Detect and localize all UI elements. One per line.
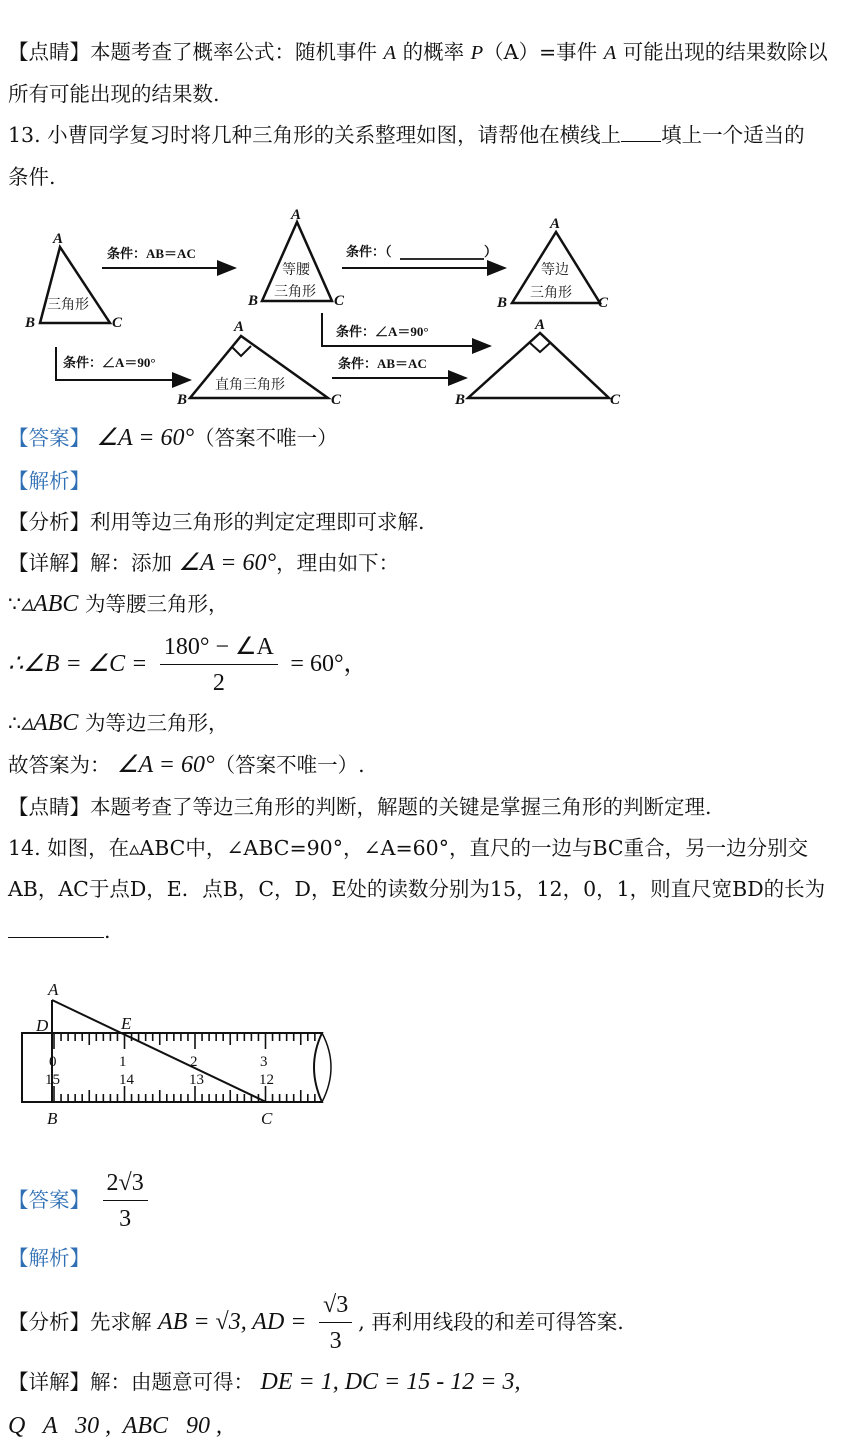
comment-text: （A） (483, 40, 539, 64)
answer-note: （答案不唯一） (194, 426, 338, 450)
vertex-c: C (598, 295, 609, 311)
point-label: C (261, 1109, 273, 1128)
xiangjie-text: ，理由如下： (276, 551, 400, 575)
vertex-c: C (610, 392, 621, 408)
triangle-label: 等腰 (282, 263, 310, 278)
ruler-number: 14 (119, 1072, 134, 1088)
math-expression: ∠A = 60° (117, 752, 215, 778)
step-text: 为等边三角形， (84, 711, 229, 735)
ruler-number: 15 (45, 1072, 60, 1088)
q13-line2: 条件. (8, 165, 56, 189)
vertex-a: A (550, 216, 561, 232)
vertex-a: A (291, 207, 302, 223)
q13-step2 (8, 632, 368, 696)
math-expression: ∠A = 60° (178, 550, 277, 576)
fenxi-tag: 【分析】 (8, 1310, 90, 1334)
q13-analysis-tag: 【解析】 (8, 469, 90, 493)
triangle-right-isosceles (468, 333, 609, 398)
q13-text: 13. 小曹同学复习时将几种三角形的关系整理如图，请帮他在横线上 (8, 123, 622, 147)
vertex-a: A (535, 317, 546, 333)
q14-line2: AB，AC于点D，E．点B，C，D，E处的读数分别为15，12，0，1，则直尺宽BD的长为 (8, 877, 826, 901)
point-label: D (36, 1016, 49, 1035)
triangle-label: 三角形 (274, 285, 316, 300)
comment-text: =事件 (538, 40, 598, 64)
ruler-number: 1 (119, 1054, 127, 1070)
fraction (160, 632, 278, 699)
math-expression: AB = √3, AD = (158, 1309, 307, 1335)
prev-comment-line2: 所有可能出现的结果数. (8, 82, 220, 106)
step-text: 故答案为： (8, 753, 111, 777)
q13-dianjing (8, 793, 712, 821)
fenxi-text: 先求解 (90, 1310, 152, 1334)
fraction-numerator: 2√3 (103, 1168, 148, 1201)
q13-line1 (8, 121, 805, 149)
condition-label: 条件：AB＝AC (107, 246, 196, 261)
dianjing-text: 本题考查了等边三角形的判断，解题的关键是掌握三角形的判断定理. (90, 795, 712, 819)
dianjing-tag: 【点睛】 (8, 795, 90, 819)
triangle-label: 三角形 (530, 286, 572, 301)
q14-answer (8, 1168, 154, 1232)
q13-text: 填上一个适当的 (661, 123, 805, 147)
q14-text: . (104, 919, 111, 943)
vertex-b: B (177, 392, 188, 408)
xiangjie-tag: 【详解】 (8, 1370, 90, 1394)
vertex-a: A (53, 231, 64, 247)
point-label: B (47, 1109, 58, 1128)
triangle-label: 直角三角形 (215, 378, 285, 393)
vertex-b: B (248, 293, 259, 309)
q13-step4 (8, 751, 365, 779)
fraction-numerator: √3 (319, 1290, 352, 1323)
point-label: A (48, 980, 59, 999)
math-expression: DE = 1, DC = 15 - 12 = 3, (260, 1369, 521, 1395)
xiangjie-text: 解：添加 (90, 551, 172, 575)
vertex-c: C (334, 293, 345, 309)
condition-label: ） (484, 244, 498, 259)
condition-label: 条件：∠A＝90° (336, 324, 429, 339)
fenxi-tag: 【分析】 (8, 510, 90, 534)
fraction (319, 1290, 352, 1357)
triangle-label: 三角形 (47, 298, 89, 313)
ruler-number: 13 (189, 1072, 204, 1088)
comment-text: 可能出现的结果数除以 (622, 40, 828, 64)
ruler-number: 12 (259, 1072, 274, 1088)
q14-line1: 14. 如图，在▵ABC中，∠ABC=90°，∠A=60°，直尺的一边与BC重合，另一边分别交 (8, 836, 809, 860)
condition-label: 条件：∠A＝90° (63, 355, 156, 370)
vertex-c: C (112, 315, 123, 331)
math-expression: ▵ABC (21, 591, 79, 617)
q14-last-line: Q A 30 , ABC 90 , (8, 1413, 223, 1439)
fraction-denominator: 2 (212, 670, 225, 696)
answer-blank (621, 123, 661, 142)
q14-analysis-tag: 【解析】 (8, 1246, 90, 1270)
ruler-number: 0 (49, 1054, 57, 1070)
fraction (103, 1168, 148, 1235)
ruler-figure (0, 970, 345, 1135)
q13-step3 (8, 709, 228, 737)
xiangjie-tag: 【详解】 (8, 551, 90, 575)
vertex-a: A (234, 319, 245, 335)
vertex-b: B (455, 392, 466, 408)
xiangjie-text: 解：由题意可得： (90, 1370, 254, 1394)
condition-label: 条件：AB＝AC (338, 356, 427, 371)
comment-text: 本题考查了概率公式：随机事件 (90, 40, 377, 64)
step-text: 为等腰三角形， (84, 592, 229, 616)
vertex-b: B (25, 315, 36, 331)
fraction-denominator: 3 (119, 1206, 132, 1232)
ruler-ticks (54, 1033, 315, 1102)
q13-step1 (8, 590, 228, 618)
ruler (22, 1033, 322, 1102)
vertex-c: C (331, 392, 342, 408)
fenxi-text: 利用等边三角形的判定定理即可求解. (90, 510, 425, 534)
comment-tag: 【点睛】 (8, 40, 90, 64)
q13-fenxi (8, 508, 425, 536)
q13-xiangjie (8, 549, 399, 577)
ruler-number: 2 (190, 1054, 198, 1070)
prev-comment-line1 (8, 38, 828, 67)
answer-tag: 【答案】 (8, 426, 90, 450)
q13-answer (8, 424, 338, 452)
math-expression: = 60°， (290, 651, 368, 677)
answer-note: （答案不唯一）. (214, 753, 365, 777)
var-p: P (470, 42, 484, 64)
fenxi-text: , 再利用线段的和差可得答案. (358, 1310, 624, 1334)
answer-value: ∠A = 60° (96, 425, 195, 451)
math-expression: ∴∠B = ∠C = (8, 651, 148, 677)
answer-tag: 【答案】 (8, 1188, 90, 1212)
vertex-b: B (497, 295, 508, 311)
q14-line3 (8, 917, 111, 945)
answer-blank (8, 919, 104, 938)
var-a: A (383, 42, 397, 64)
because-symbol: ∵ (8, 592, 22, 616)
comment-text: 的概率 (402, 40, 465, 64)
fraction-denominator: 3 (329, 1328, 342, 1354)
var-a: A (603, 42, 617, 64)
q14-xiangjie (8, 1368, 520, 1396)
point-label: E (121, 1014, 132, 1033)
ruler-number: 3 (260, 1054, 268, 1070)
therefore-symbol: ∴ (8, 711, 22, 735)
condition-label: 条件：（ (346, 244, 392, 259)
math-expression: ▵ABC (21, 710, 79, 736)
triangle-relationship-diagram (0, 200, 845, 415)
q14-fenxi (8, 1290, 624, 1354)
fraction-numerator: 180° − ∠A (160, 632, 278, 665)
triangle-label: 等边 (541, 263, 569, 278)
